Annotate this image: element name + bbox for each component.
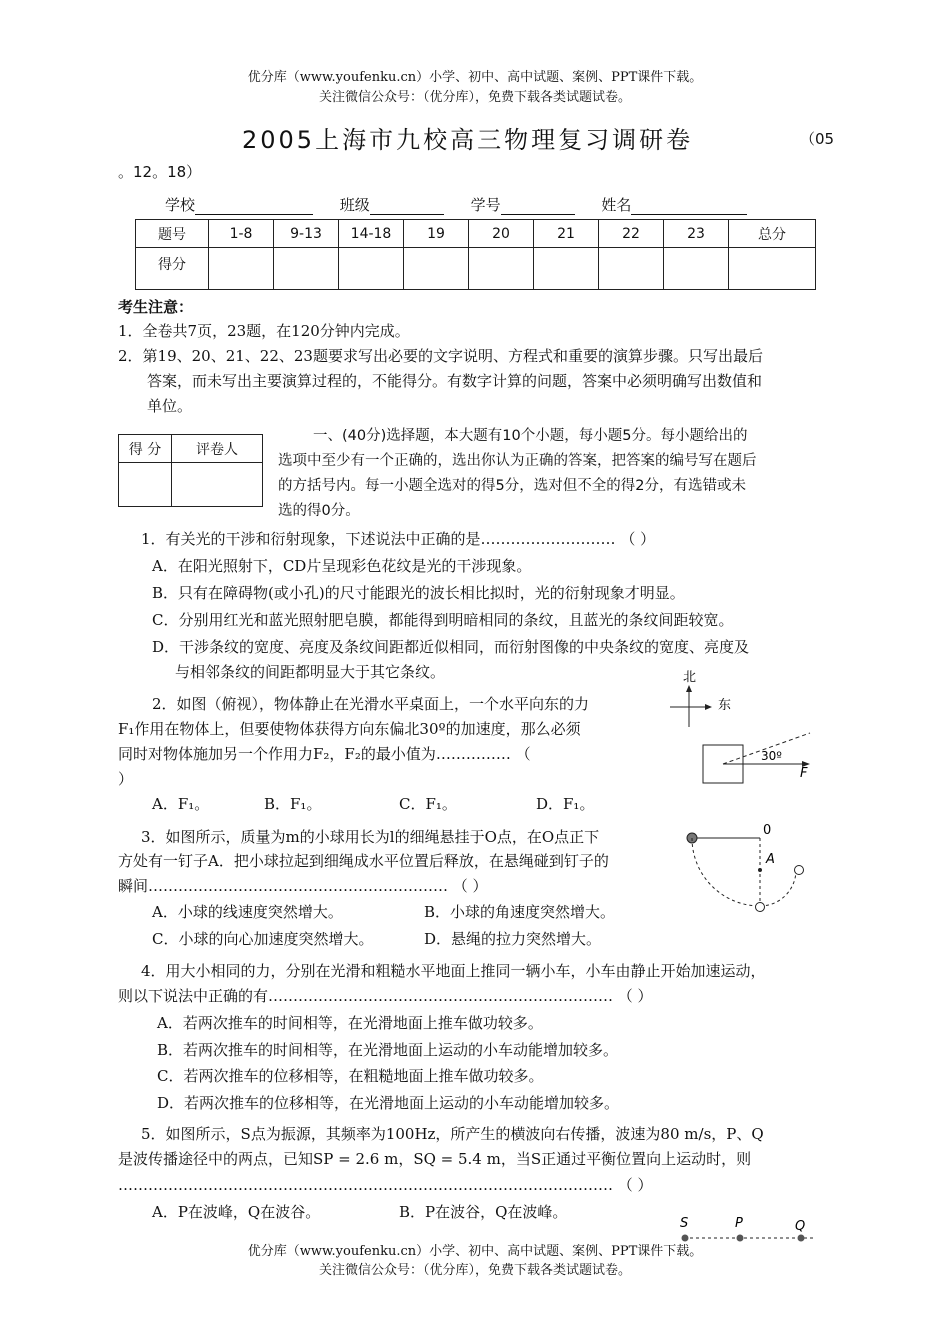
north-label: 北 (683, 670, 697, 685)
q3-line: 瞬间…………………………………………………… （ ） (118, 877, 488, 895)
q2-option-b: B．F₁。 (264, 795, 322, 813)
q5-line: ……………………………………………………………………………………… （ ） (118, 1176, 653, 1194)
q2-option-d: D．F₁。 (536, 795, 595, 813)
q5-line: 是波传播途径中的两点，已知SP = 2.6 m，SQ = 5.4 m，当S正通过平衡位置向上运动时，则 (118, 1150, 752, 1168)
east-arrow-icon (705, 704, 712, 710)
notice-title: 考生注意： (118, 298, 194, 316)
score-header-cell: 23 (664, 220, 729, 248)
q1-option-d: D．干涉条纹的宽度、亮度及条纹间距都近似相同，而衍射图像的中央条纹的宽度、亮度及 (152, 638, 750, 656)
small-arc (760, 870, 796, 906)
info-line (165, 194, 769, 215)
score-header-cell: 19 (404, 220, 469, 248)
q4-option-d: D．若两次推车的位移相等，在光滑地面上运动的小车动能增加较多。 (157, 1094, 620, 1112)
header-line-2: 关注微信公众号：（优分库），免费下载各类试题试卷。 (318, 90, 631, 105)
footer-line-2: 关注微信公众号：（优分库），免费下载各类试题试卷。 (318, 1263, 631, 1278)
score-header-cell: 题号 (136, 220, 209, 248)
score-cell[interactable] (209, 248, 274, 290)
footer-line-1: 优分库（www.youfenku.cn）小学、初中、高中试题、案例、PPT课件下载。 (247, 1244, 703, 1259)
q1-stem: 1．有关光的干涉和衍射现象，下述说法中正确的是……………………… （ ） (141, 530, 656, 548)
nail-label: A (766, 852, 775, 867)
date-part-2: 。12。18） (118, 163, 202, 181)
notice-item-2: 2．第19、20、21、22、23题要求写出必要的文字说明、方程式和重要的演算步骤。只写出最后 (118, 347, 763, 365)
q2-figure (660, 665, 830, 790)
notice-item-1: 1．全卷共7页，23题，在120分钟内完成。 (118, 322, 410, 340)
pivot-label: 0 (763, 823, 772, 838)
score-header-cell: 9-13 (274, 220, 339, 248)
q3-figure (680, 818, 820, 918)
q2-line: F₁作用在物体上，但要使物体获得方向东偏北30º的加速度，那么必须 (118, 720, 581, 738)
force-label: F (800, 766, 808, 781)
score-cell[interactable] (274, 248, 339, 290)
q5-option-a: A．P在波峰，Q在波谷。 (152, 1203, 321, 1221)
class-field[interactable] (370, 199, 444, 215)
score-header-cell: 21 (534, 220, 599, 248)
section-1-line: 选的得0分。 (278, 503, 360, 519)
score-header-cell: 总分 (729, 220, 816, 248)
grader-score-label: 得 分 (119, 435, 172, 463)
q2-line: 同时对物体施加另一个作用力F₂，F₂的最小值为…………… （ (118, 745, 531, 763)
score-cell[interactable] (404, 248, 469, 290)
grader-reviewer-label: 评卷人 (172, 435, 263, 463)
q1-option-a: A．在阳光照射下，CD片呈现彩色花纹是光的干涉现象。 (152, 557, 532, 575)
swing-arc (692, 838, 760, 906)
q3-option-b: B．小球的角速度突然增大。 (424, 903, 616, 921)
score-row-label: 得分 (136, 248, 209, 290)
q1-option-b: B．只有在障碍物(或小孔)的尺寸能跟光的波长相比拟时，光的衍射现象才明显。 (152, 584, 685, 602)
q1-option-d-cont: 与相邻条纹的间距都明显大于其它条纹。 (175, 663, 446, 681)
grader-reviewer-cell[interactable] (172, 463, 263, 507)
q4-option-a: A．若两次推车的时间相等，在光滑地面上推车做功较多。 (157, 1014, 543, 1032)
ball-bottom (756, 903, 765, 912)
q3-line: 方处有一钉子A．把小球拉起到细绳成水平位置后释放，在悬绳碰到钉子的 (118, 852, 609, 870)
score-cell[interactable] (469, 248, 534, 290)
date-part-1: （05 (800, 130, 835, 148)
nail-point (758, 868, 762, 872)
score-header-cell: 22 (599, 220, 664, 248)
score-cell[interactable] (339, 248, 404, 290)
q3-option-c: C．小球的向心加速度突然增大。 (152, 930, 374, 948)
q4-line: 4．用大小相同的力，分别在光滑和粗糙水平地面上推同一辆小车，小车由静止开始加速运动， (141, 962, 766, 980)
q2-option-c: C．F₁。 (399, 795, 457, 813)
north-arrow-icon (686, 685, 692, 692)
q1-option-c: C．分别用红光和蓝光照射肥皂膜，都能得到明暗相同的条纹，且蓝光的条纹间距较宽。 (152, 611, 734, 629)
source-label: S (680, 1216, 689, 1231)
point-p-label: P (735, 1216, 743, 1231)
q5-line: 5．如图所示，S点为振源，其频率为100Hz，所产生的横波向右传播，波速为80 m/s，P、Q (141, 1125, 764, 1143)
name-label: 姓名 (601, 196, 632, 214)
q3-line: 3．如图所示，质量为m的小球用长为l的细绳悬挂于O点，在O点正下 (141, 828, 600, 846)
section-1-line: 的方括号内。每一小题全选对的得5分，选对但不全的得2分，有选错或未 (278, 478, 746, 494)
section-1-line: 一、(40分)选择题，本大题有10个小题，每小题5分。每小题给出的 (313, 428, 748, 444)
q2-option-a: A．F₁。 (152, 795, 210, 813)
score-cell[interactable] (664, 248, 729, 290)
class-label: 班级 (339, 196, 370, 214)
q2-line: ） (118, 770, 134, 788)
score-cell[interactable] (599, 248, 664, 290)
number-field[interactable] (501, 199, 575, 215)
score-header-cell: 14-18 (339, 220, 404, 248)
score-header-cell: 1-8 (209, 220, 274, 248)
school-field[interactable] (195, 199, 313, 215)
notice-item-2-cont: 单位。 (147, 397, 193, 415)
q4-line: 则以下说法中正确的有…………………………………………………………… （ ） (118, 987, 653, 1005)
score-header-cell: 20 (469, 220, 534, 248)
q3-option-a: A．小球的线速度突然增大。 (152, 903, 343, 921)
score-cell[interactable] (729, 248, 816, 290)
header-line-1: 优分库（www.youfenku.cn）小学、初中、高中试题、案例、PPT课件下载。 (247, 70, 703, 85)
number-label: 学号 (470, 196, 501, 214)
grader-table (118, 434, 263, 507)
grader-score-cell[interactable] (119, 463, 172, 507)
point-q-label: Q (795, 1219, 806, 1234)
score-cell[interactable] (534, 248, 599, 290)
school-label: 学校 (165, 196, 196, 214)
q3-option-d: D．悬绳的拉力突然增大。 (424, 930, 602, 948)
notice-item-2-cont: 答案，而未写出主要演算过程的，不能得分。有数字计算的问题，答案中必须明确写出数值和 (147, 372, 763, 390)
east-label: 东 (718, 698, 732, 713)
q4-option-b: B．若两次推车的时间相等，在光滑地面上运动的小车动能增加较多。 (157, 1041, 619, 1059)
ball-right (795, 866, 804, 875)
page-title: 2005上海市九校高三物理复习调研卷 (242, 126, 694, 154)
section-1-line: 选项中至少有一个正确的，选出你认为正确的答案，把答案的编号写在题后 (278, 453, 757, 469)
name-field[interactable] (631, 199, 747, 215)
angle-label: 30º (761, 749, 782, 763)
q5-option-b: B．P在波谷，Q在波峰。 (399, 1203, 568, 1221)
q4-option-c: C．若两次推车的位移相等，在粗糙地面上推车做功较多。 (157, 1067, 544, 1085)
q2-line: 2．如图（俯视），物体静止在光滑水平桌面上，一个水平向东的力 (152, 695, 590, 713)
score-table (135, 219, 816, 290)
